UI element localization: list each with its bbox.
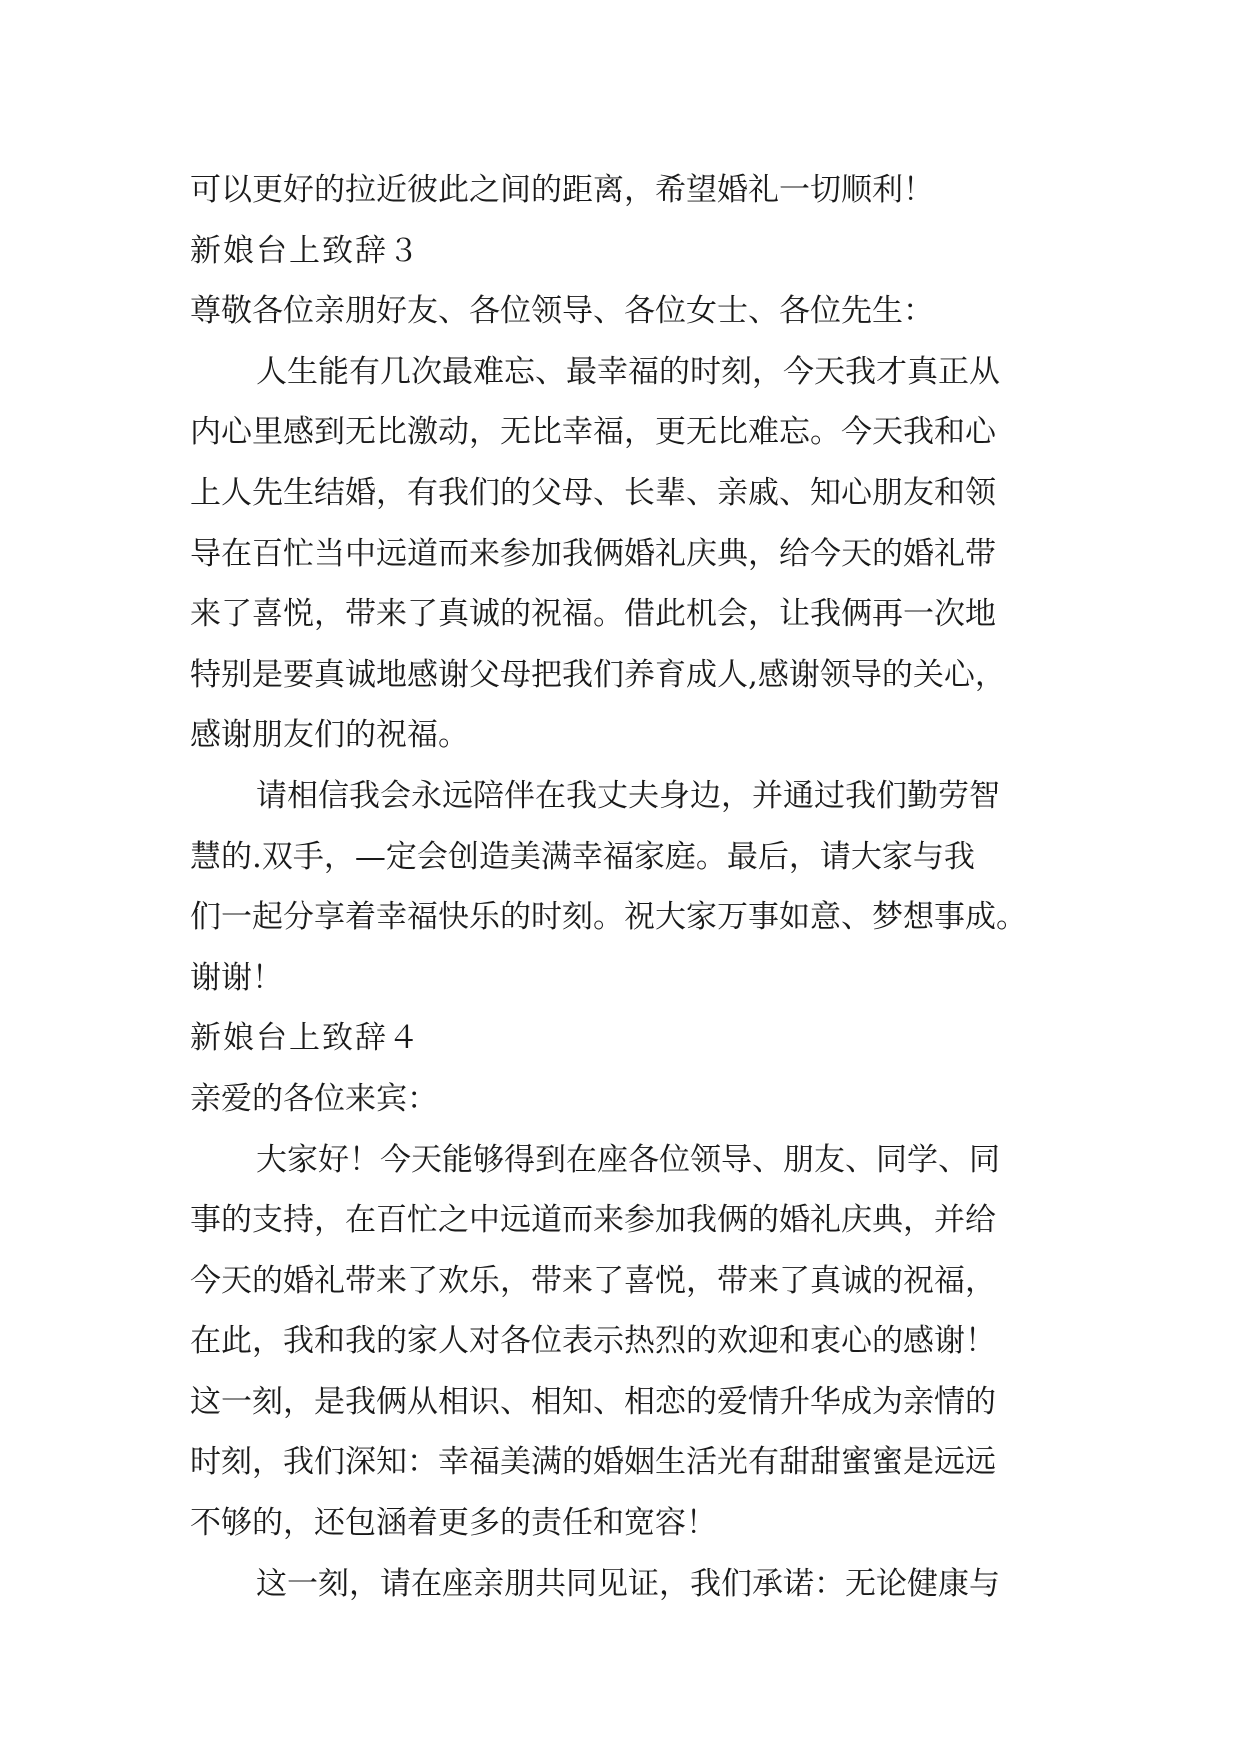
text-line: 不够的，还包涵着更多的责任和宽容！ [190, 1505, 717, 1542]
paragraph-start: 大家好！今天能够得到在座各位领导、朋友、同学、同 [256, 1141, 1000, 1178]
paragraph-start: 人生能有几次最难忘、最幸福的时刻，今天我才真正从 [256, 353, 1000, 390]
text-line: 谢谢！ [190, 959, 283, 996]
salutation: 亲爱的各位来宾： [190, 1080, 438, 1117]
text-line: 们一起分享着幸福快乐的时刻。祝大家万事如意、梦想事成。 [190, 899, 1027, 936]
section-heading: 新娘台上致辞３ [190, 232, 421, 269]
text-line: 慧的.双手，—定会创造美满幸福家庭。最后，请大家与我 [190, 838, 975, 875]
section-heading: 新娘台上致辞４ [190, 1020, 421, 1057]
text-line: 上人先生结婚，有我们的父母、长辈、亲戚、知心朋友和领 [190, 474, 996, 511]
text-line: 内心里感到无比激动，无比幸福，更无比难忘。今天我和心 [190, 414, 996, 451]
text-line: 来了喜悦，带来了真诚的祝福。借此机会，让我俩再一次地 [190, 596, 996, 633]
text-line: 今天的婚礼带来了欢乐，带来了喜悦，带来了真诚的祝福， [190, 1262, 996, 1299]
text-line: 特别是要真诚地感谢父母把我们养育成人,感谢领导的关心， [190, 656, 1006, 693]
text-line: 可以更好的拉近彼此之间的距离，希望婚礼一切顺利！ [190, 172, 934, 208]
document-body [190, 160, 1060, 1614]
text-line: 时刻，我们深知：幸福美满的婚姻生活光有甜甜蜜蜜是远远 [190, 1444, 996, 1481]
text-line: 导在百忙当中远道而来参加我俩婚礼庆典，给今天的婚礼带 [190, 535, 996, 572]
text-line: 感谢朋友们的祝福。 [190, 717, 469, 754]
text-line: 事的支持，在百忙之中远道而来参加我俩的婚礼庆典，并给 [190, 1202, 996, 1239]
salutation: 尊敬各位亲朋好友、各位领导、各位女士、各位先生： [190, 293, 934, 330]
text-line: 这一刻，是我俩从相识、相知、相恋的爱情升华成为亲情的 [190, 1383, 996, 1420]
text-line: 在此，我和我的家人对各位表示热烈的欢迎和衷心的感谢！ [190, 1323, 996, 1360]
paragraph-start: 这一刻，请在座亲朋共同见证，我们承诺：无论健康与 [256, 1565, 1000, 1602]
paragraph-start: 请相信我会永远陪伴在我丈夫身边，并通过我们勤劳智 [256, 777, 1000, 814]
